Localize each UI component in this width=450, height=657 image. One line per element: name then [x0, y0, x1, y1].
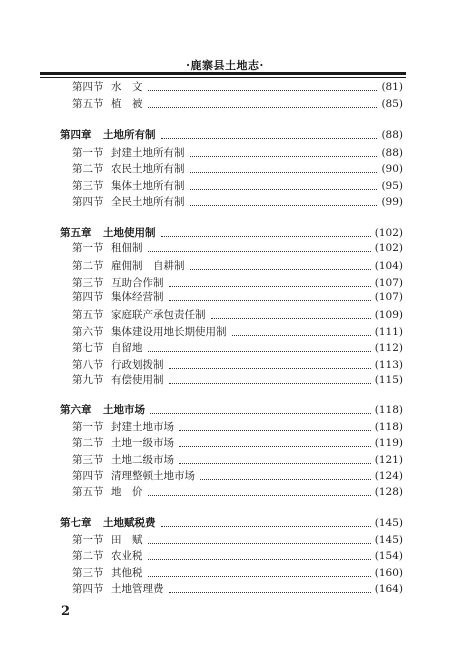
- toc-section-entry: [0, 435, 450, 451]
- toc-entry-title: 雇佣制 自耕制: [111, 260, 185, 272]
- toc-entry-number: 第八节: [72, 359, 104, 371]
- toc-entry-page: (118): [374, 404, 403, 416]
- toc-entry-title: 家庭联产承包责任制: [111, 309, 206, 321]
- toc-section-entry: [0, 96, 450, 112]
- toc-leader-dots: [179, 446, 371, 447]
- toc-entry-title: 集体建设用地长期使用制: [111, 326, 227, 338]
- toc-entry-title: 封建土地市场: [111, 421, 174, 433]
- toc-leader-dots: [190, 269, 371, 270]
- toc-entry-title: 有偿使用制: [111, 374, 164, 386]
- toc-section-entry: [0, 484, 450, 500]
- toc-section-entry: [0, 307, 450, 323]
- toc-entry-page: (128): [374, 486, 403, 498]
- toc-entry-page: (102): [374, 242, 403, 254]
- toc-entry-title: 清理整顿土地市场: [111, 470, 195, 482]
- toc-entry-title: 其他税: [111, 567, 143, 579]
- toc-entry-page: (99): [381, 196, 403, 208]
- toc-entry-number: 第一节: [72, 147, 104, 159]
- toc-section-entry: [0, 161, 450, 177]
- toc-leader-dots: [169, 592, 371, 593]
- toc-leader-dots: [148, 351, 371, 352]
- toc-entry-number: 第四节: [72, 470, 104, 482]
- toc-leader-dots: [200, 479, 371, 480]
- toc-leader-dots: [179, 463, 371, 464]
- toc-leader-dots: [169, 368, 371, 369]
- toc-entry-title: 农业税: [111, 550, 143, 562]
- toc-entry-page: (160): [374, 567, 403, 579]
- toc-leader-dots: [161, 138, 377, 139]
- toc-leader-dots: [148, 495, 371, 496]
- toc-leader-dots: [161, 526, 371, 527]
- toc-leader-dots: [150, 413, 371, 414]
- toc-entry-number: 第四节: [72, 583, 104, 595]
- toc-entry-number: 第一节: [72, 421, 104, 433]
- toc-section-entry: [0, 532, 450, 548]
- toc-leader-dots: [148, 90, 377, 91]
- toc-entry-page: (81): [381, 81, 403, 93]
- toc-entry-title: 行政划拨制: [111, 359, 164, 371]
- toc-entry-number: 第九节: [72, 374, 104, 386]
- toc-entry-number: 第一节: [72, 242, 104, 254]
- toc-entry-title: 土地使用制: [103, 227, 156, 239]
- toc-section-entry: [0, 565, 450, 581]
- toc-entry-page: (107): [374, 291, 403, 303]
- toc-section-entry: [0, 79, 450, 95]
- toc-chapter-entry: [0, 127, 450, 143]
- toc-entry-page: (109): [374, 309, 403, 321]
- toc-entry-number: 第四节: [72, 81, 104, 93]
- toc-entry-page: (115): [374, 374, 403, 386]
- toc-entry-number: 第二节: [72, 550, 104, 562]
- toc-entry-number: 第五节: [72, 309, 104, 321]
- toc-entry-page: (113): [374, 359, 403, 371]
- toc-entry-title: 互助合作制: [111, 277, 164, 289]
- toc-entry-title: 集体土地所有制: [111, 180, 185, 192]
- toc-leader-dots: [169, 286, 371, 287]
- toc-leader-dots: [148, 107, 377, 108]
- toc-section-entry: [0, 324, 450, 340]
- toc-entry-title: 地 价: [111, 486, 143, 498]
- toc-chapter-entry: [0, 225, 450, 241]
- toc-leader-dots: [148, 543, 371, 544]
- toc-entry-title: 租佃制: [111, 242, 143, 254]
- toc-entry-number: 第四节: [72, 291, 104, 303]
- toc-entry-page: (118): [374, 421, 403, 433]
- toc-leader-dots: [148, 576, 371, 577]
- toc-entry-page: (102): [374, 227, 403, 239]
- toc-entry-title: 土地管理费: [111, 583, 164, 595]
- toc-entry-number: 第二节: [72, 260, 104, 272]
- toc-entry-number: 第五节: [72, 98, 104, 110]
- toc-entry-number: 第三节: [72, 180, 104, 192]
- toc-entry-title: 自留地: [111, 342, 143, 354]
- toc-section-entry: [0, 419, 450, 435]
- toc-entry-page: (145): [374, 534, 403, 546]
- toc-section-entry: [0, 178, 450, 194]
- toc-entry-page: (107): [374, 277, 403, 289]
- toc-leader-dots: [148, 251, 371, 252]
- toc-section-entry: [0, 548, 450, 564]
- toc-entry-title: 土地二级市场: [111, 454, 174, 466]
- toc-entry-page: (88): [381, 147, 403, 159]
- toc-entry-page: (119): [374, 437, 403, 449]
- toc-entry-title: 土地一级市场: [111, 437, 174, 449]
- toc-chapter-entry: [0, 402, 450, 418]
- toc-entry-page: (145): [374, 517, 403, 529]
- toc-section-entry: [0, 258, 450, 274]
- toc-entry-number: 第一节: [72, 534, 104, 546]
- toc-entry-number: 第七节: [72, 342, 104, 354]
- toc-entry-page: (111): [374, 326, 403, 338]
- toc-entry-title: 农民土地所有制: [111, 163, 185, 175]
- toc-entry-title: 土地所有制: [103, 129, 156, 141]
- toc-entry-number: 第五章: [60, 227, 92, 239]
- toc-leader-dots: [161, 236, 371, 237]
- toc-entry-page: (154): [374, 550, 403, 562]
- toc-entry-page: (124): [374, 470, 403, 482]
- toc-section-entry: [0, 289, 450, 305]
- toc-entry-title: 集体经营制: [111, 291, 164, 303]
- toc-entry-number: 第七章: [60, 517, 92, 529]
- toc-leader-dots: [148, 559, 371, 560]
- running-header: ·鹿寨县土地志·: [186, 59, 264, 72]
- toc-entry-page: (164): [374, 583, 403, 595]
- toc-section-entry: [0, 340, 450, 356]
- toc-leader-dots: [169, 383, 371, 384]
- toc-entry-number: 第四章: [60, 129, 92, 141]
- toc-entry-number: 第二节: [72, 437, 104, 449]
- toc-entry-number: 第四节: [72, 196, 104, 208]
- toc-leader-dots: [190, 172, 377, 173]
- toc-entry-page: (95): [381, 180, 403, 192]
- toc-leader-dots: [211, 318, 371, 319]
- toc-entry-number: 第六章: [60, 404, 92, 416]
- toc-entry-page: (112): [374, 342, 403, 354]
- toc-leader-dots: [179, 430, 371, 431]
- toc-entry-title: 田 赋: [111, 534, 143, 546]
- toc-entry-title: 全民土地所有制: [111, 196, 185, 208]
- toc-entry-number: 第二节: [72, 163, 104, 175]
- toc-entry-title: 水 文: [111, 81, 143, 93]
- toc-entry-number: 第三节: [72, 277, 104, 289]
- toc-section-entry: [0, 452, 450, 468]
- toc-entry-page: (90): [381, 163, 403, 175]
- toc-section-entry: [0, 145, 450, 161]
- toc-entry-page: (104): [374, 260, 403, 272]
- toc-section-entry: [0, 581, 450, 597]
- toc-chapter-entry: [0, 515, 450, 531]
- toc-entry-number: 第六节: [72, 326, 104, 338]
- toc-entry-page: (85): [381, 98, 403, 110]
- toc-entry-page: (121): [374, 454, 403, 466]
- toc-entry-page: (88): [381, 129, 403, 141]
- toc-entry-title: 土地市场: [103, 404, 145, 416]
- toc-section-entry: [0, 240, 450, 256]
- toc-leader-dots: [169, 300, 371, 301]
- toc-entry-number: 第五节: [72, 486, 104, 498]
- toc-entry-number: 第三节: [72, 454, 104, 466]
- toc-entry-title: 植 被: [111, 98, 143, 110]
- toc-leader-dots: [190, 189, 377, 190]
- toc-entry-title: 封建土地所有制: [111, 147, 185, 159]
- toc-section-entry: [0, 357, 450, 373]
- toc-entry-title: 土地赋税费: [103, 517, 156, 529]
- toc-leader-dots: [232, 335, 371, 336]
- toc-leader-dots: [190, 205, 377, 206]
- toc-leader-dots: [190, 156, 377, 157]
- toc-entry-number: 第三节: [72, 567, 104, 579]
- page-number: 2: [61, 604, 71, 619]
- toc-section-entry: [0, 468, 450, 484]
- toc-section-entry: [0, 372, 450, 388]
- toc-section-entry: [0, 194, 450, 210]
